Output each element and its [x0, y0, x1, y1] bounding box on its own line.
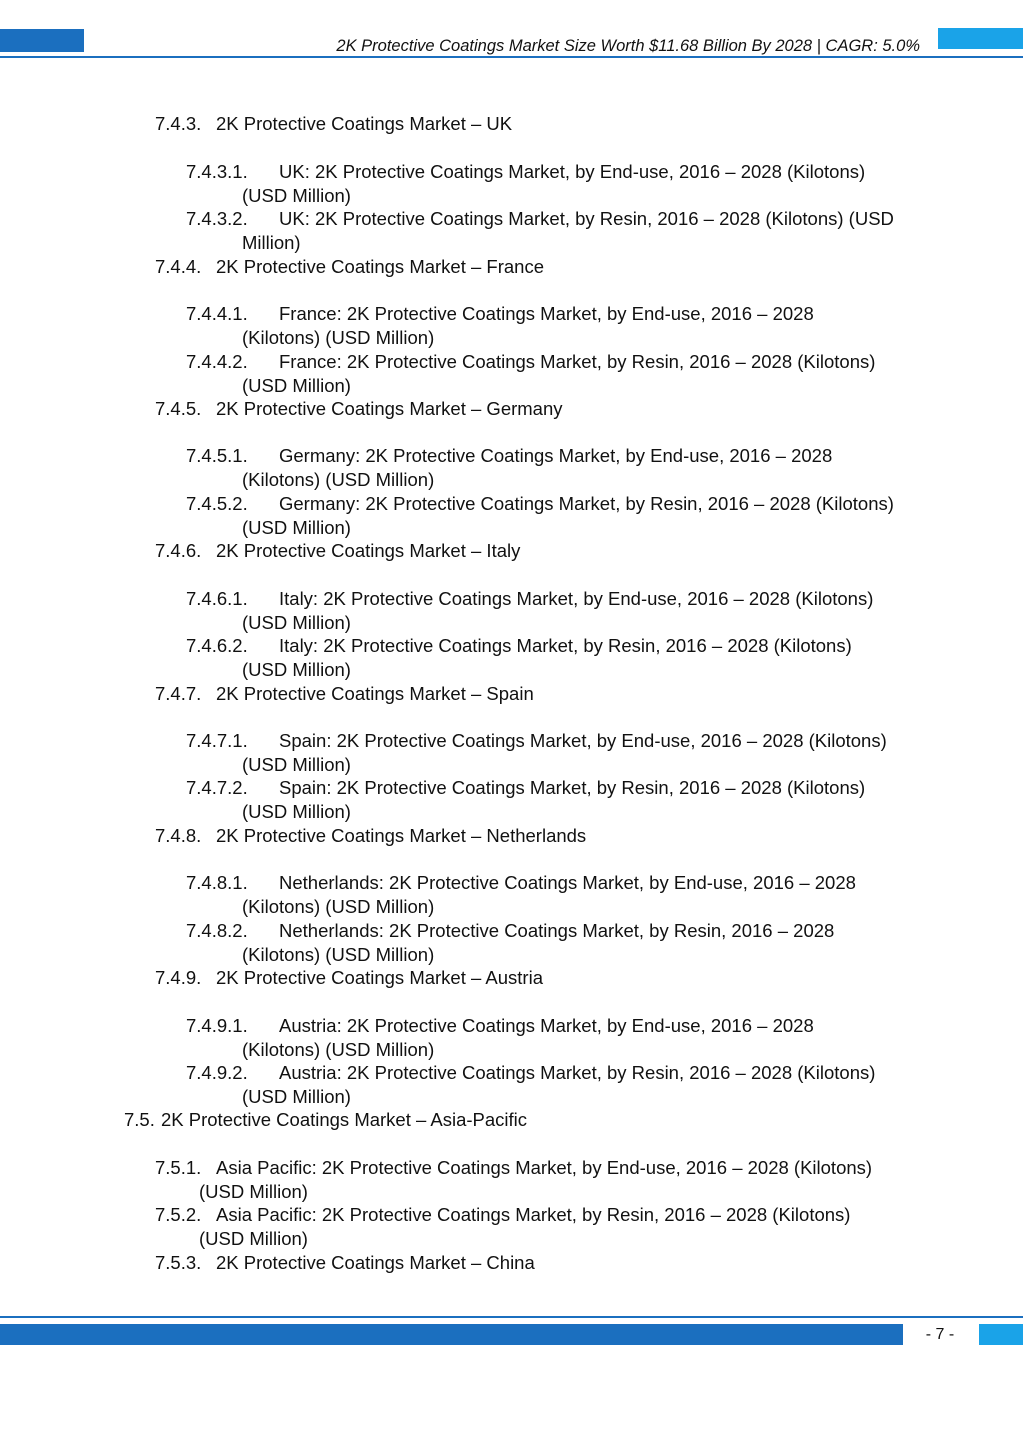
toc-entry-number: 7.4.3. — [155, 113, 202, 134]
footer-rule — [0, 1316, 1023, 1318]
toc-entry[interactable] — [155, 966, 543, 990]
toc-entry-number: 7.4.7. — [155, 683, 202, 704]
toc-entry-number: 7.4.9.1. — [186, 1015, 248, 1036]
toc-entry-number: 7.4.4.1. — [186, 303, 248, 324]
toc-entry-number: 7.4.4. — [155, 256, 202, 277]
toc-entry-text: Austria: 2K Protective Coatings Market, by End-use, 2016 – 2028 — [279, 1015, 814, 1036]
toc-entry-number: 7.4.6. — [155, 540, 202, 561]
toc-entry-number: 7.5. — [124, 1109, 155, 1130]
toc-entry-text-continued: (USD Million) — [199, 1227, 308, 1249]
toc-entry[interactable] — [186, 871, 856, 917]
toc-entry-number: 7.5.1. — [155, 1157, 202, 1178]
toc-entry-text: France: 2K Protective Coatings Market, by End-use, 2016 – 2028 — [279, 303, 814, 324]
toc-entry[interactable] — [155, 1251, 535, 1275]
toc-entry-number: 7.4.9.2. — [186, 1062, 248, 1083]
footer-accent-right — [979, 1324, 1023, 1345]
toc-entry-number: 7.4.7.2. — [186, 777, 248, 798]
toc-entry-text: 2K Protective Coatings Market – Asia-Pacific — [161, 1109, 528, 1130]
toc-entry-number: 7.4.7.1. — [186, 730, 248, 751]
toc-entry-number: 7.4.5.2. — [186, 493, 248, 514]
toc-entry-text: Netherlands: 2K Protective Coatings Market, by End-use, 2016 – 2028 — [279, 872, 856, 893]
toc-entry-text-continued: (USD Million) — [242, 1085, 351, 1107]
toc-entry-number: 7.4.5.1. — [186, 445, 248, 466]
toc-entry-text: France: 2K Protective Coatings Market, by Resin, 2016 – 2028 (Kilotons) — [279, 351, 876, 372]
toc-entry-text: 2K Protective Coatings Market – Austria — [216, 967, 543, 988]
toc-entry[interactable] — [186, 492, 894, 538]
toc-entry[interactable] — [186, 350, 876, 396]
toc-entry[interactable] — [186, 1061, 876, 1107]
toc-entry-text-continued: (USD Million) — [242, 658, 351, 680]
toc-entry-number: 7.4.4.2. — [186, 351, 248, 372]
toc-entry-text-continued: (USD Million) — [242, 516, 351, 538]
toc-entry[interactable] — [186, 634, 852, 680]
toc-entry[interactable] — [186, 444, 833, 490]
toc-entry[interactable] — [155, 1203, 851, 1249]
toc-entry-text: 2K Protective Coatings Market – France — [216, 256, 545, 277]
toc-entry[interactable] — [155, 112, 512, 136]
toc-entry-text: Germany: 2K Protective Coatings Market, by End-use, 2016 – 2028 — [279, 445, 833, 466]
toc-entry-text: Netherlands: 2K Protective Coatings Market, by Resin, 2016 – 2028 — [279, 920, 835, 941]
toc-entry-text-continued: (USD Million) — [242, 800, 351, 822]
toc-entry[interactable] — [186, 302, 814, 348]
toc-entry-number: 7.5.2. — [155, 1204, 202, 1225]
toc-entry-number: 7.4.3.1. — [186, 161, 248, 182]
page-number: - 7 - — [925, 1326, 955, 1343]
toc-entry-number: 7.4.5. — [155, 398, 202, 419]
toc-entry-text: 2K Protective Coatings Market – Spain — [216, 683, 534, 704]
toc-entry-text: 2K Protective Coatings Market – UK — [216, 113, 513, 134]
toc-entry-text-continued: (Kilotons) (USD Million) — [242, 468, 435, 490]
toc-entry[interactable] — [186, 919, 835, 965]
toc-entry-text-continued: (Kilotons) (USD Million) — [242, 1038, 435, 1060]
toc-entry-text: 2K Protective Coatings Market – Netherlands — [216, 825, 587, 846]
toc-entry[interactable] — [186, 207, 894, 253]
toc-entry-text: UK: 2K Protective Coatings Market, by Resin, 2016 – 2028 (Kilotons) (USD — [279, 208, 894, 229]
toc-entry-text: Germany: 2K Protective Coatings Market, by Resin, 2016 – 2028 (Kilotons) — [279, 493, 894, 514]
toc-entry-number: 7.4.8.2. — [186, 920, 248, 941]
toc-entry-number: 7.4.6.2. — [186, 635, 248, 656]
toc-entry-text: Austria: 2K Protective Coatings Market, by Resin, 2016 – 2028 (Kilotons) — [279, 1062, 876, 1083]
toc-entry-text-continued: (USD Million) — [242, 184, 351, 206]
toc-entry-text: Spain: 2K Protective Coatings Market, by Resin, 2016 – 2028 (Kilotons) — [279, 777, 866, 798]
toc-entry-text: Spain: 2K Protective Coatings Market, by End-use, 2016 – 2028 (Kilotons) — [279, 730, 887, 751]
toc-entry-number: 7.4.9. — [155, 967, 202, 988]
toc-entry[interactable] — [155, 682, 534, 706]
toc-entry[interactable] — [124, 1108, 527, 1132]
toc-entry[interactable] — [186, 1014, 814, 1060]
toc-entry[interactable] — [186, 160, 866, 206]
toc-entry[interactable] — [155, 397, 563, 421]
toc-entry-number: 7.4.3.2. — [186, 208, 248, 229]
toc-entry-text-continued: Million) — [242, 231, 301, 253]
toc-entry-number: 7.4.6.1. — [186, 588, 248, 609]
toc-entry-text: Italy: 2K Protective Coatings Market, by Resin, 2016 – 2028 (Kilotons) — [279, 635, 852, 656]
toc-entry-text: 2K Protective Coatings Market – China — [216, 1252, 535, 1273]
toc-entry[interactable] — [186, 587, 874, 633]
toc-entry[interactable] — [155, 539, 520, 563]
toc-entry-text-continued: (USD Million) — [242, 374, 351, 396]
toc-entry-number: 7.4.8. — [155, 825, 202, 846]
toc-entry-text-continued: (Kilotons) (USD Million) — [242, 326, 435, 348]
toc-entry-number: 7.5.3. — [155, 1252, 202, 1273]
toc-entry[interactable] — [186, 729, 887, 775]
toc-entry-text-continued: (USD Million) — [242, 611, 351, 633]
toc-entry-text: Italy: 2K Protective Coatings Market, by End-use, 2016 – 2028 (Kilotons) — [279, 588, 874, 609]
toc-entry-text-continued: (Kilotons) (USD Million) — [242, 943, 435, 965]
toc-entry-number: 7.4.8.1. — [186, 872, 248, 893]
footer-bar — [0, 1324, 903, 1345]
toc-entry[interactable] — [155, 1156, 873, 1202]
header-title: 2K Protective Coatings Market Size Worth $11.68 Billion By 2028 | CAGR: 5.0% — [336, 37, 920, 55]
toc-entry[interactable] — [186, 776, 866, 822]
toc-entry-text: Asia Pacific: 2K Protective Coatings Market, by Resin, 2016 – 2028 (Kilotons) — [216, 1204, 851, 1225]
toc-entry-text-continued: (Kilotons) (USD Million) — [242, 895, 435, 917]
toc-entry-text: 2K Protective Coatings Market – Germany — [216, 398, 563, 419]
toc-entry-text-continued: (USD Million) — [242, 753, 351, 775]
toc-entry[interactable] — [155, 824, 586, 848]
toc-entry-text-continued: (USD Million) — [199, 1180, 308, 1202]
toc-entry-text: Asia Pacific: 2K Protective Coatings Market, by End-use, 2016 – 2028 (Kilotons) — [216, 1157, 873, 1178]
toc-entry[interactable] — [155, 255, 544, 279]
toc-entry-text: 2K Protective Coatings Market – Italy — [216, 540, 521, 561]
toc-entry-text: UK: 2K Protective Coatings Market, by End-use, 2016 – 2028 (Kilotons) — [279, 161, 866, 182]
